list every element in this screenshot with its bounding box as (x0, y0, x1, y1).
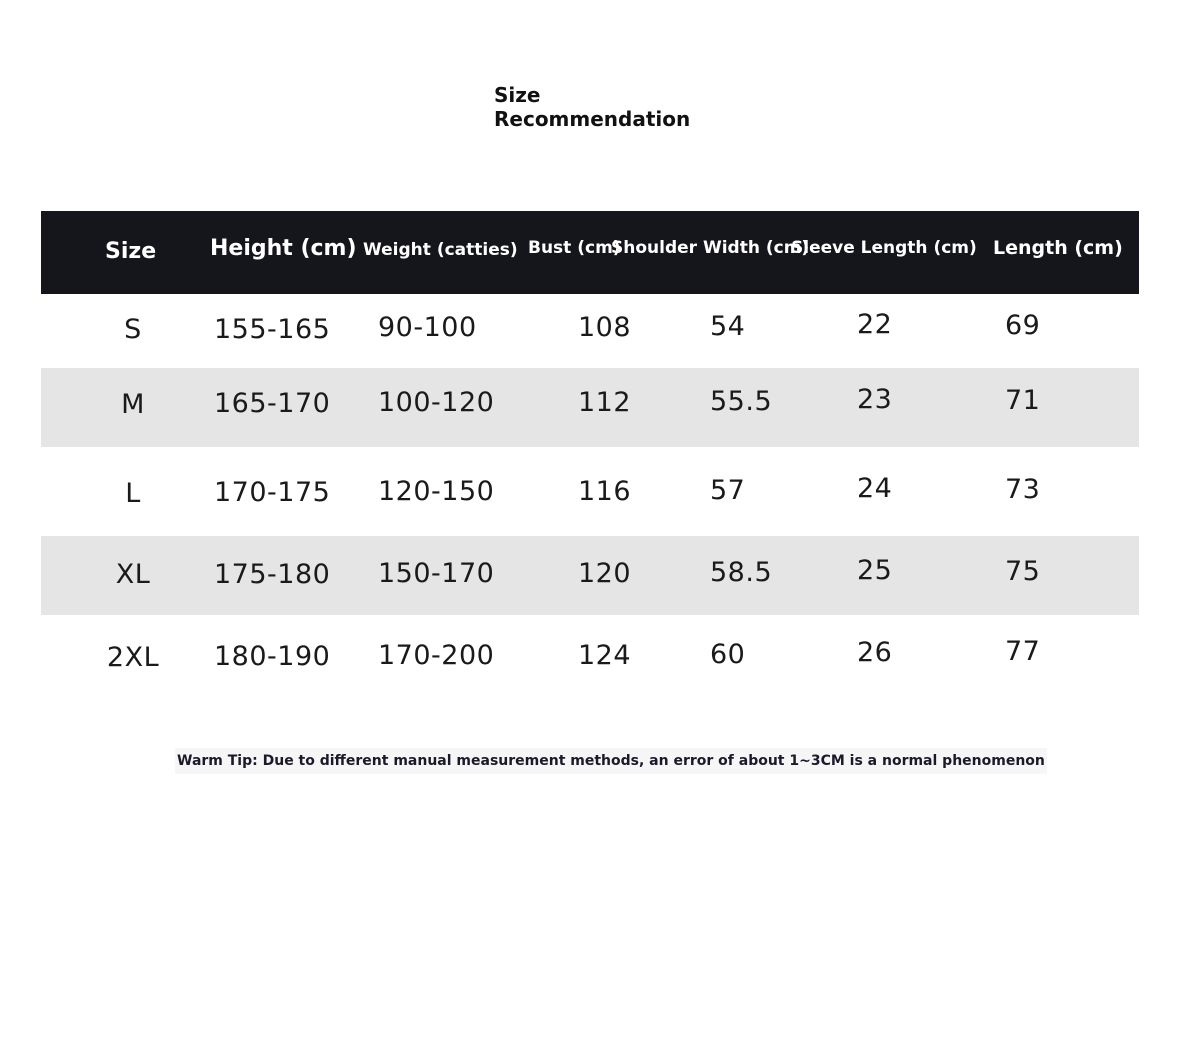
cell-sleeve: 24 (857, 473, 893, 504)
cell-bust: 108 (578, 312, 632, 343)
cell-weight: 120-150 (378, 476, 495, 507)
cell-sleeve: 23 (857, 384, 893, 415)
cell-weight: 150-170 (378, 558, 495, 589)
table-row (41, 615, 1139, 699)
cell-shoulder: 58.5 (710, 557, 773, 588)
cell-size: L (125, 478, 141, 509)
table-row (41, 368, 1139, 447)
header-weight: Weight (catties) (363, 240, 518, 260)
cell-bust: 120 (578, 558, 632, 589)
cell-weight: 100-120 (378, 387, 495, 418)
title-line-2: Recommendation (494, 107, 691, 131)
cell-weight: 170-200 (378, 640, 495, 671)
cell-length: 69 (1005, 310, 1041, 341)
cell-bust: 124 (578, 640, 632, 671)
header-size: Size (105, 239, 157, 264)
cell-sleeve: 26 (857, 637, 893, 668)
cell-height: 170-175 (214, 477, 331, 508)
cell-weight: 90-100 (378, 312, 477, 343)
cell-length: 73 (1005, 474, 1041, 505)
cell-height: 180-190 (214, 641, 331, 672)
cell-height: 175-180 (214, 559, 331, 590)
cell-height: 155-165 (214, 314, 331, 345)
header-height: Height (cm) (210, 236, 357, 261)
cell-size: S (124, 314, 142, 345)
table-row (41, 294, 1139, 368)
cell-sleeve: 25 (857, 555, 893, 586)
cell-shoulder: 54 (710, 311, 746, 342)
header-sleeve: Sleeve Length (cm) (791, 238, 977, 258)
cell-length: 77 (1005, 636, 1041, 667)
table-row (41, 536, 1139, 615)
cell-length: 75 (1005, 556, 1041, 587)
warm-tip: Warm Tip: Due to different manual measurement methods, an error of about 1~3CM is a normal phenomenon (175, 748, 1047, 774)
cell-bust: 116 (578, 476, 632, 507)
cell-sleeve: 22 (857, 309, 893, 340)
cell-shoulder: 60 (710, 639, 746, 670)
table-row (41, 447, 1139, 536)
table-header (41, 211, 1139, 294)
cell-size: 2XL (106, 642, 160, 673)
cell-height: 165-170 (214, 388, 331, 419)
page-title (494, 83, 690, 131)
header-shoulder: Shoulder Width (cm) (611, 238, 810, 258)
cell-shoulder: 57 (710, 475, 746, 506)
cell-shoulder: 55.5 (710, 386, 773, 417)
header-length: Length (cm) (993, 237, 1123, 259)
title-line-1: Size (494, 83, 541, 107)
header-bust: Bust (cm) (528, 238, 621, 258)
cell-bust: 112 (578, 387, 632, 418)
cell-length: 71 (1005, 385, 1041, 416)
cell-size: M (121, 389, 145, 420)
size-table (41, 211, 1139, 699)
cell-size: XL (115, 559, 151, 590)
